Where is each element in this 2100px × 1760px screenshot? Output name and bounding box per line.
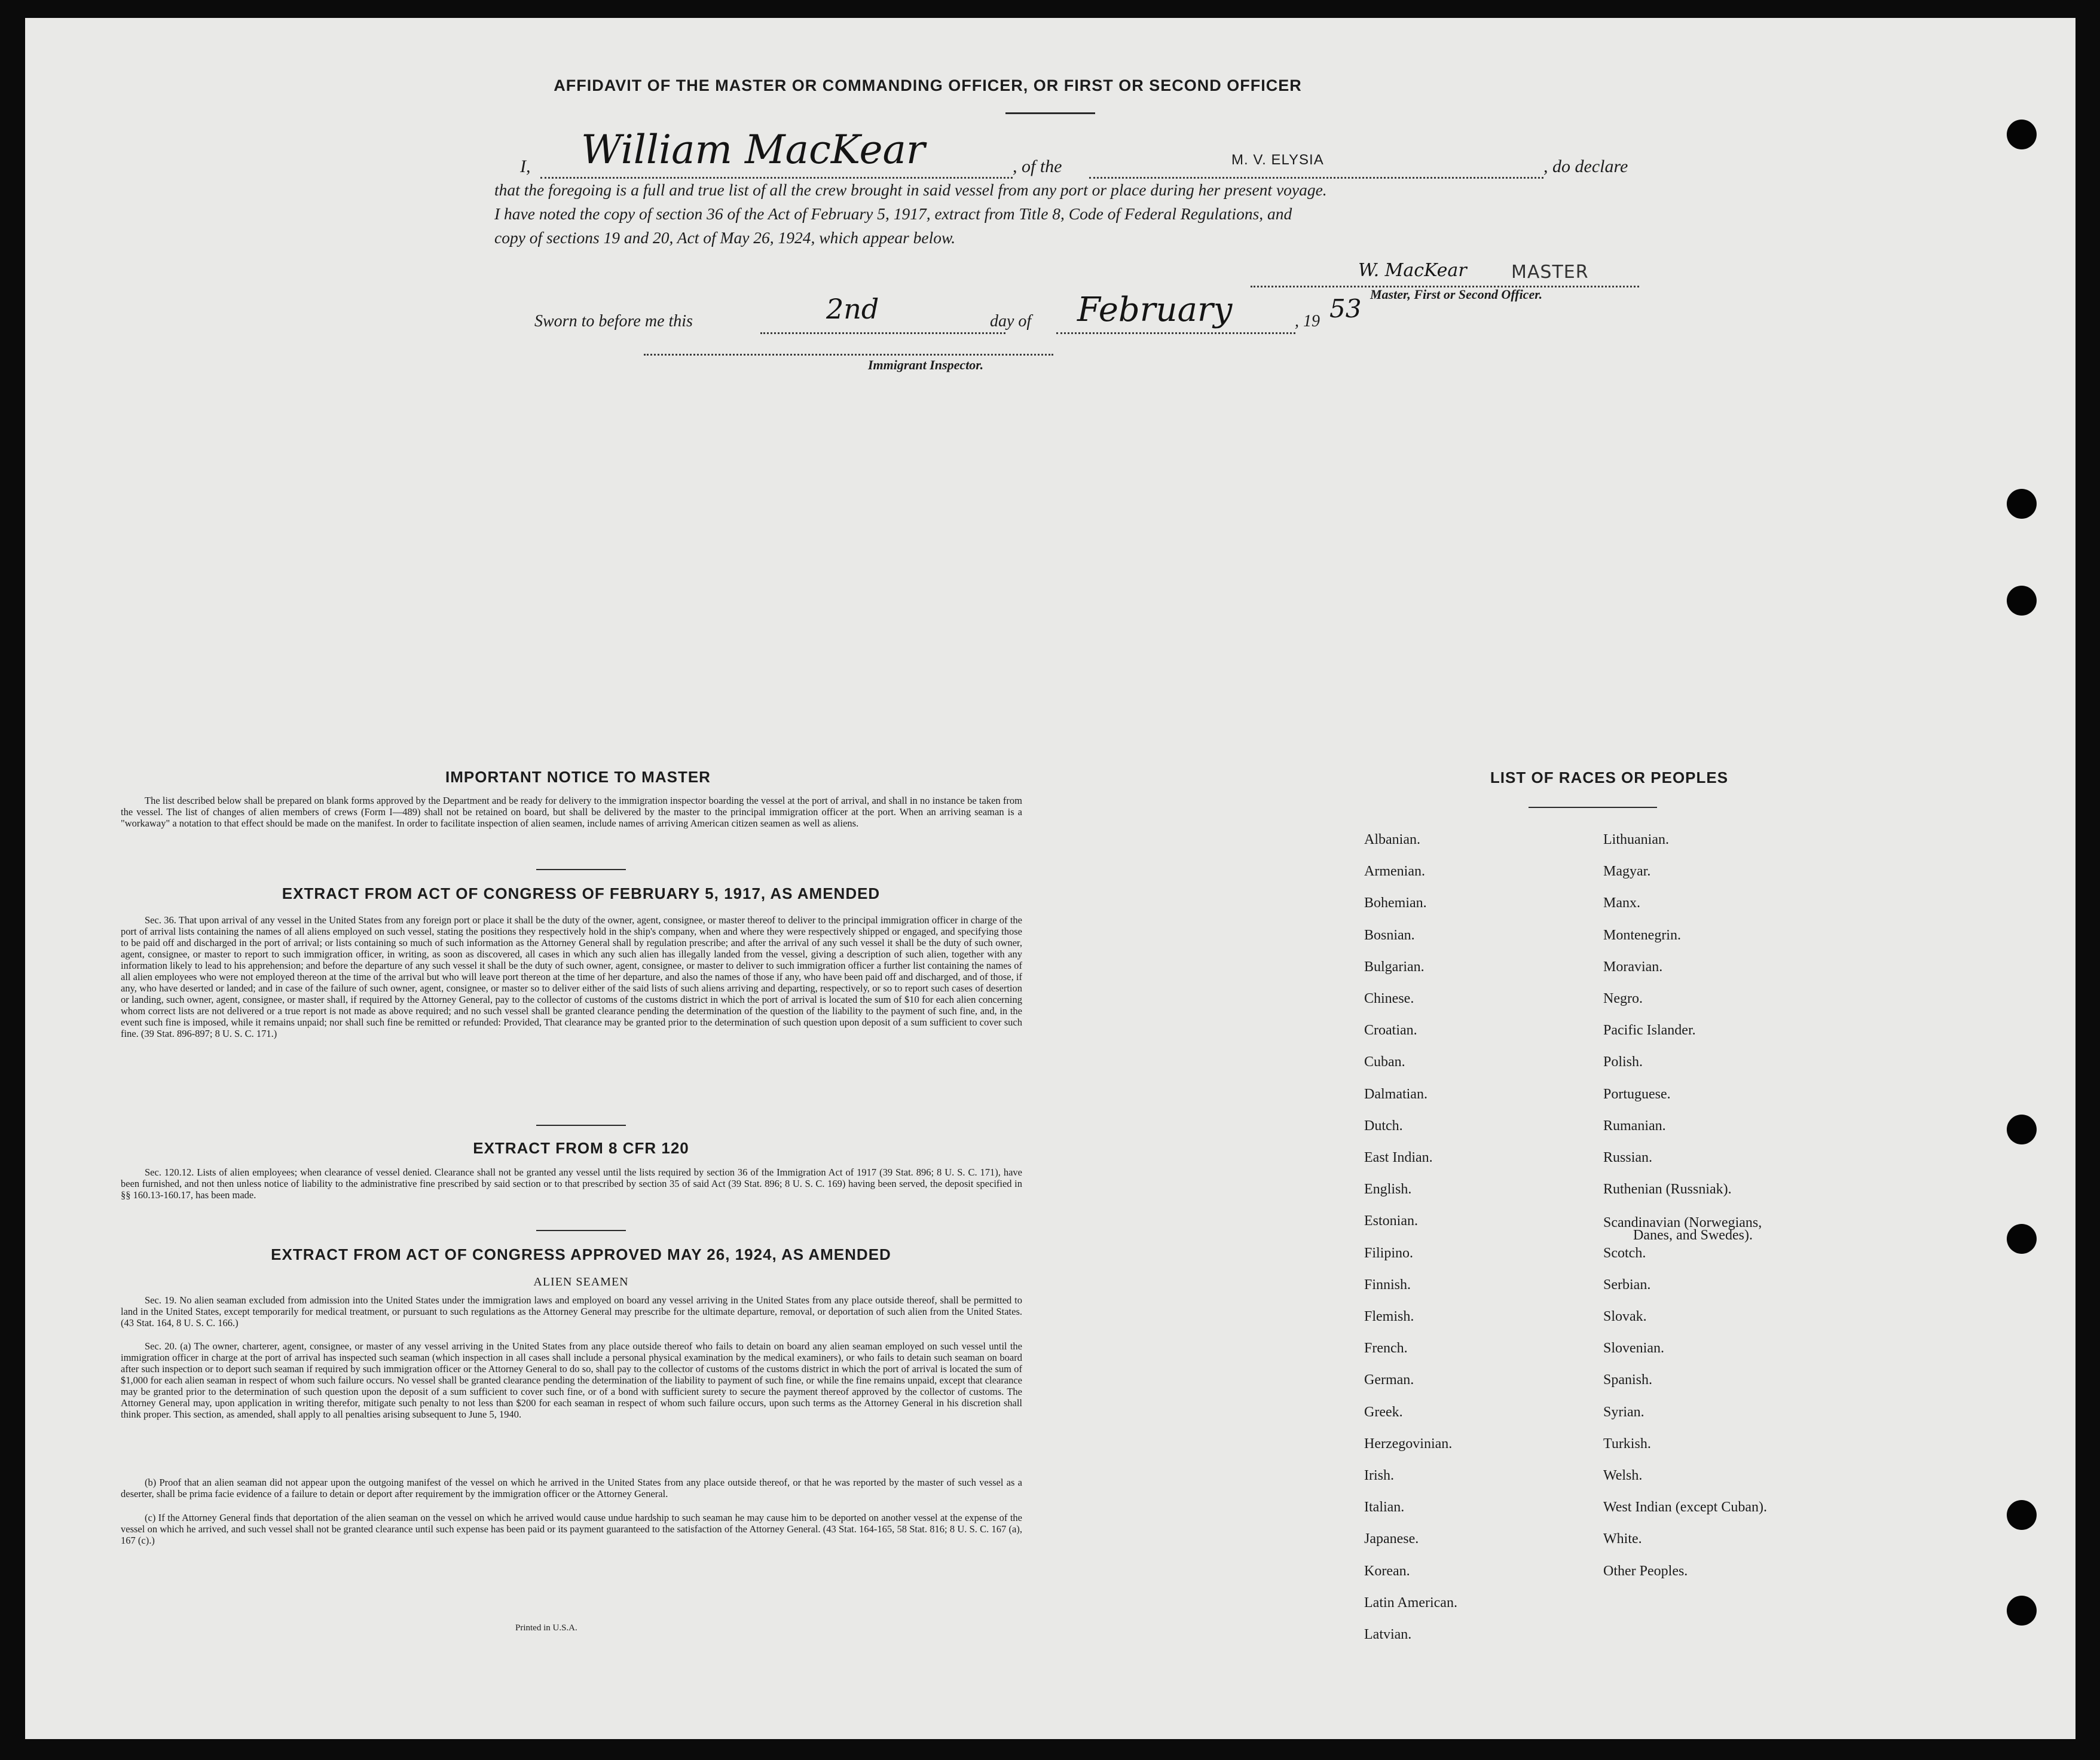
race-item: Spanish. [1603,1372,1653,1388]
race-item: Turkish. [1603,1435,1651,1452]
race-item: German. [1364,1372,1414,1388]
race-item: Magyar. [1603,864,1651,880]
day-field-line [760,332,1005,334]
race-item: Welsh. [1603,1468,1643,1483]
race-item: Slovenian. [1603,1340,1664,1357]
race-item: Serbian. [1603,1277,1651,1293]
race-item: Filipino. [1364,1245,1414,1261]
race-item: Dutch. [1364,1118,1403,1134]
race-item: Russian. [1603,1150,1653,1165]
race-item: White. [1603,1531,1642,1547]
page-title: AFFIDAVIT OF THE MASTER OR COMMANDING OFFICER, OR FIRST OR SECOND OFFICER [554,76,1302,94]
race-item: Scandinavian (Norwegians, [1603,1215,1762,1231]
notice-body: The list described below shall be prepared on blank forms approved by the Department and be ready for delivery to the immigration inspector boarding the vessel at the port of arrival, and shall in no instance be taken from the vessel. The list of changes of alien members of crews (Form I—489) shall not be retained on board, but shall be delivered by the master to the principal immigration officer at the port. When an arriving seaman is a "workaway" a notation to that effect should be made on the manifest. In order to facilitate inspection of alien seamen, include names of arriving American citizen seamen as well as aliens. [121,795,1022,829]
master-stamp: MASTER [1511,262,1589,283]
race-item: Bohemian. [1364,895,1427,911]
race-item: Finnish. [1364,1277,1411,1293]
race-item: Chinese. [1364,991,1414,1006]
race-item: Bosnian. [1364,927,1415,943]
notice-heading: IMPORTANT NOTICE TO MASTER [445,768,711,786]
section-divider [536,1125,626,1126]
race-item: Greek. [1364,1404,1403,1420]
sworn-day: 2nd [826,293,879,325]
punch-hole [2007,1224,2037,1254]
race-item: Flemish. [1364,1309,1414,1324]
cfr-heading: EXTRACT FROM 8 CFR 120 [473,1139,689,1157]
sworn-label: Sworn to before me this [534,312,693,330]
affidavit-i-label: I, [520,157,531,176]
race-item: Cuban. [1364,1054,1405,1070]
race-item: Albanian. [1364,832,1420,847]
race-item: Bulgarian. [1364,959,1425,975]
race-item: Korean. [1364,1563,1410,1579]
races-heading: LIST OF RACES OR PEOPLES [1490,769,1729,786]
race-item: Moravian. [1603,959,1663,975]
year-prefix-label: , 19 [1295,312,1320,330]
race-item: Ruthenian (Russniak). [1603,1182,1732,1198]
race-item: Montenegrin. [1603,927,1681,943]
race-item: Croatian. [1364,1023,1417,1039]
master-caption: Master, First or Second Officer. [1370,287,1543,302]
race-item: Scotch. [1603,1245,1646,1261]
punch-hole [2007,1115,2037,1144]
punch-hole [2007,489,2037,519]
inspector-signature-line [644,354,1053,356]
master-name-signature: William MacKear [581,127,925,173]
section-divider [536,869,626,870]
race-item: Italian. [1364,1499,1405,1516]
extract-1924-sec19: Sec. 19. No alien seaman excluded from admission into the United States under the immigration laws and employed on board any vessel arriving in the United States from any place outside thereof, shall be permitted to land in the United States, except temporarily for medical treatment, or pursuant to such regulations as the Attorney General may prescribe for the ultimate departure, removal, or deportation of such alien from the United States. (43 Stat. 164, 8 U. S. C. 166.) [121,1294,1022,1329]
race-item: Irish. [1364,1468,1394,1483]
document-sheet [25,18,2075,1739]
printed-in-usa: Printed in U.S.A. [515,1623,577,1633]
affidavit-line-3: I have noted the copy of section 36 of the Act of February 5, 1917, extract from Title 8, Code of Federal Regulations, and [494,204,1292,223]
punch-hole [2007,120,2037,149]
race-item: East Indian. [1364,1150,1433,1165]
race-item: Latvian. [1364,1627,1412,1642]
name-field-line [540,177,1013,179]
race-item: Japanese. [1364,1531,1419,1547]
cfr-body: Sec. 120.12. Lists of alien employees; when clearance of vessel denied. Clearance shall not be granted any vessel until the lists required by section 36 of the Immigration Act of 1917 (39 Stat. 896; 8 U. S. C. 171), have been furnished, and not then unless notice of liability to the administrative fine prescribed by said section or to that prescribed by section 35 of said Act (39 Stat. 896; 8 U. S. C. 169) having been served, the deposit specified in §§ 160.13-160.17, has been made. [121,1167,1022,1201]
officer-signature: W. MacKear [1358,260,1467,281]
vessel-name: M. V. ELYSIA [1231,152,1324,168]
sworn-year: 53 [1329,294,1362,323]
extract-1924-sec20a: Sec. 20. (a) The owner, charterer, agent, consignee, or master of any vessel arriving in the United States from any place outside thereof who fails to detain on board any alien seaman employed on such vessel until the immigration officer in charge at the port of arrival has inspected such seaman (which inspection in all cases shall include a personal physical examination by the medical examiners), or who fails to detain such seaman on board after such inspection or to deport such seaman if required by such immigration officer or the Attorney General to do so, shall pay to the collector of customs of the customs district in which the port of arrival is located the sum of $1,000 for each alien seaman in respect of whom such failure occurs. No vessel shall be granted clearance pending the determination of the liability to payment of such fine, or while the fine remains unpaid, except that clearance may be granted prior to the determination of such question upon the deposit of a sum sufficient to cover such fine, or of a bond with sufficient surety to secure the payment thereof approved by the collector of customs. The Attorney General may, upon application in writing therefor, mitigate such penalty to not less than $200 for each seaman in respect of whom such failure occurs, upon such terms as the Attorney General in his discretion shall think proper. This section, as amended, shall apply to all penalties arising subsequent to June 5, 1940. [121,1340,1022,1420]
extract-1924-sec20c: (c) If the Attorney General finds that deportation of the alien seaman on the vessel on which he arrived would cause undue hardship to such seaman he may cause him to be deported on another vessel at the expense of the vessel on which he arrived, and such vessel shall not be granted clearance until such expense has been paid or its payment guaranteed to the satisfaction of the Attorney General. (43 Stat. 164-165, 58 Stat. 816; 8 U. S. C. 167 (a), 167 (c).) [121,1512,1022,1546]
race-item: Latin American. [1364,1594,1457,1611]
race-item: Rumanian. [1603,1118,1666,1134]
extract-1917-heading: EXTRACT FROM ACT OF CONGRESS OF FEBRUARY 5, 1917, AS AMENDED [282,884,881,902]
inspector-caption: Immigrant Inspector. [868,357,984,372]
race-item: West Indian (except Cuban). [1603,1499,1767,1516]
punch-hole [2007,1500,2037,1530]
race-item: Polish. [1603,1054,1643,1070]
section-divider [536,1230,626,1231]
race-item: English. [1364,1182,1412,1198]
race-item: Danes, and Swedes). [1633,1228,1753,1244]
race-item: Lithuanian. [1603,832,1669,847]
affidavit-line-2: that the foregoing is a full and true list of all the crew brought in said vessel from any port or place during her present voyage. [494,180,1327,199]
sworn-month: February [1077,290,1233,329]
race-item: Estonian. [1364,1213,1418,1229]
races-divider [1529,807,1657,808]
declare-label: , do declare [1543,157,1628,176]
race-item: Dalmatian. [1364,1086,1427,1102]
race-item: French. [1364,1340,1408,1357]
race-item: Syrian. [1603,1404,1644,1420]
extract-1924-sec20b: (b) Proof that an alien seaman did not appear upon the outgoing manifest of the vessel on which he arrived in the United States from any place outside thereof, or that he was reported by the master of such vessel as a deserter, shall be prima facie evidence of a failure to detain or deport after requirement by the immigration officer or the Attorney General. [121,1477,1022,1499]
race-item: Armenian. [1364,864,1425,880]
race-item: Other Peoples. [1603,1563,1688,1579]
alien-seamen-subheading: ALIEN SEAMEN [533,1275,629,1288]
extract-1917-body: Sec. 36. That upon arrival of any vessel in the United States from any foreign port or place it shall be the duty of the owner, agent, consignee, or master thereof to deliver to the principal immigration officer in charge of the port of arrival lists containing the names of all aliens employed on such vessel, stating the positions they respectively hold in the ship's company, when and where they were respectively shipped or engaged, and specifying those to be paid off and discharged in the port of arrival; or lists containing so much of such information as the Attorney General shall by regulation prescribe; and after the arrival of any such vessel it shall be the duty of such owner, agent, consignee, or master to report to such immigration officer, in writing, as soon as discovered, all cases in which any such alien has illegally landed from the vessel, giving a description of such alien, together with any information likely to lead to his apprehension; and before the departure of any such vessel it shall be the duty of such owner, agent, consignee, or master to deliver to such immigration officer a further list containing the names of all alien employees who were not employed thereon at the time of the arrival but who will leave port thereon at the time of her departure, and also the names of those if any, who have been paid off and discharged, and of those, if any, who have deserted or landed; and in case of the failure of such owner, agent, consignee, or master so to deliver either of the said lists of such aliens arriving and departing, respectively, or so to report such cases of desertion or landing, such owner, agent, consignee, or master shall, if required by the Attorney General, pay to the collector of customs of the customs district in which the port of arrival is located the sum of $10 for each alien concerning whom correct lists are not delivered or a true report is not made as above required; and no such vessel shall be granted clearance pending the determination of the question of the liability to the payment of such fine, and, in the event such fine is imposed, while it remains unpaid; nor shall such fine be remitted or refunded: Provided, That clearance may be granted prior to the determination of such question upon deposit of a sum sufficient to cover such fine. (39 Stat. 896-897; 8 U. S. C. 171.) [121,914,1022,1039]
month-field-line [1056,332,1295,334]
race-item: Pacific Islander. [1603,1023,1696,1039]
race-item: Negro. [1603,991,1643,1006]
race-item: Slovak. [1603,1309,1647,1324]
punch-hole [2007,1596,2037,1626]
affidavit-line-4: copy of sections 19 and 20, Act of May 26, 1924, which appear below. [494,228,956,247]
of-the-label: , of the [1013,157,1062,176]
punch-hole [2007,586,2037,616]
race-item: Herzegovinian. [1364,1435,1453,1452]
extract-1924-heading: EXTRACT FROM ACT OF CONGRESS APPROVED MAY 26, 1924, AS AMENDED [271,1245,891,1263]
race-item: Portuguese. [1603,1086,1671,1102]
title-divider [1005,112,1095,114]
vessel-field-line [1089,177,1543,179]
race-item: Manx. [1603,895,1640,911]
day-of-label: day of [990,312,1032,330]
